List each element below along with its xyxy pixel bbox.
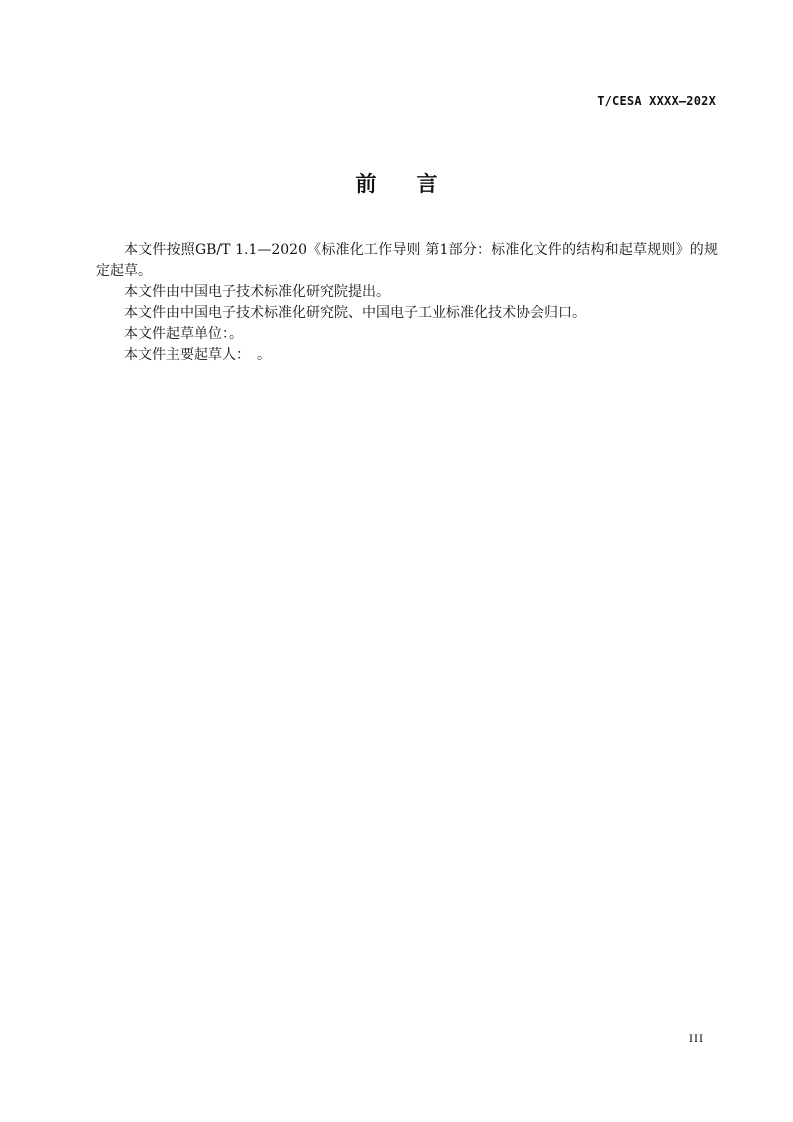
document-code: T/CESA XXXX—202X [597,94,716,108]
page-title: 前言 [355,172,478,196]
document-body [96,240,718,366]
paragraph-proposer: 本文件由中国电子技术标准化研究院提出。 [124,284,390,300]
paragraph-drafting-rules: 本文件按照GB/T 1.1—2020《标准化工作导则 第1部分：标准化文件的结构和起草规则》的规定起草。 [96,242,718,279]
paragraph-centralized-unit: 本文件由中国电子技术标准化研究院、中国电子工业标准化技术协会归口。 [124,305,586,321]
page-number: III [689,1031,704,1045]
paragraph-drafting-units: 本文件起草单位：。 [124,326,243,342]
paragraph-main-drafters: 本文件主要起草人： 。 [124,347,271,363]
